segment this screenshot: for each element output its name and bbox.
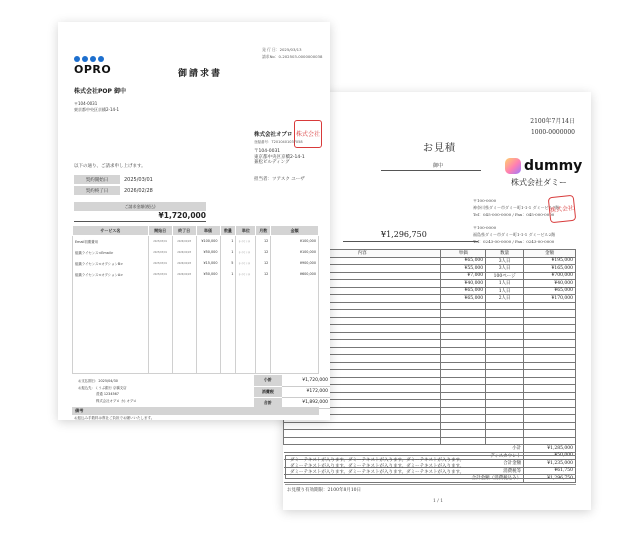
contract-end-label: 契約終了日 [74, 185, 120, 195]
quote-cell-empty [486, 437, 524, 445]
quote-cell-empty [441, 302, 486, 310]
contract-start-value: 2025/03/01 [124, 176, 153, 183]
quote-cell-empty [441, 415, 486, 423]
invoice-header-price: 単価 [196, 226, 220, 236]
quote-cell-empty [524, 422, 576, 430]
quote-cell-empty [441, 332, 486, 340]
invoice-cell-service: 組織ライセンス<Email> [73, 247, 149, 258]
invoice-cell-months: 12 [256, 236, 271, 247]
invoice-document [58, 22, 330, 420]
quote-sender-block [473, 197, 559, 218]
invoice-customer: 株式会社POP 御中 [74, 88, 126, 95]
quote-cell-empty [486, 332, 524, 340]
invoice-table-header [73, 226, 319, 236]
quote-remark-line: ダミーテキストが入ります。ダミーテキストが入ります。ダミーテキストが入ります。 [290, 470, 465, 475]
invoice-contact: 担当者：ツアスク ユーザ [254, 177, 305, 182]
invoice-header-service: サービス名 [73, 226, 149, 236]
quote-cell-empty [441, 400, 486, 408]
quote-cell-empty [441, 437, 486, 445]
invoice-sender-address [254, 149, 305, 166]
quote-company: 株式会社ダミー [511, 178, 567, 187]
quote-cell-amount: ¥65,000 [524, 287, 576, 295]
invoice-cell-unit: ライセンス [236, 269, 256, 280]
quote-cell-empty [524, 340, 576, 348]
quote-summary-value: ¥1,296,750 [524, 475, 576, 483]
invoice-total-amount: ¥1,720,000 [158, 211, 206, 220]
invoice-table-row [73, 258, 319, 269]
invoice-subtotal-label: 小計 [254, 375, 282, 386]
invoice-cell-start: 2025/03/01 [148, 258, 172, 269]
quote-summary-value: ¥50,000 [524, 452, 576, 460]
invoice-cell-empty [220, 280, 236, 374]
quote-cell-empty [486, 392, 524, 400]
invoice-address-line: 〒104-0031 [74, 101, 98, 106]
quote-summary-label: ディスカウント [284, 452, 524, 460]
quote-cell-amount: ¥165,000 [524, 265, 576, 273]
invoice-cell-months: 12 [256, 269, 271, 280]
contract-start-row [74, 175, 157, 185]
invoice-cell-empty [256, 280, 271, 374]
quote-table-empty-row [284, 430, 576, 438]
invoice-number: 請求No：0-202503-0000000038 [262, 54, 323, 59]
invoice-items-table [72, 225, 319, 374]
quote-page-number: 1 / 1 [433, 499, 444, 504]
quote-cell-qty: 3人日 [486, 265, 524, 273]
invoice-total-label: ご請求金額(税込) [74, 202, 206, 211]
invoice-cell-price: ¥50,000 [196, 269, 220, 280]
invoice-cell-empty [172, 280, 196, 374]
invoice-cell-qty: 1 [220, 236, 236, 247]
quote-cell-empty [441, 377, 486, 385]
invoice-cell-empty [148, 280, 172, 374]
quote-date-block [530, 116, 575, 138]
invoice-sender-registration: 登録番号：T2010401037058 [254, 140, 303, 144]
quote-recipient-suffix: 御中 [433, 163, 444, 169]
quote-number: 1000-0000000 [530, 129, 575, 136]
quote-title: お見積 [423, 143, 456, 154]
quote-cell-empty [524, 347, 576, 355]
invoice-cell-amount: ¥600,000 [271, 269, 319, 280]
quote-cell-price: ¥65,000 [441, 287, 486, 295]
quote-cell-qty: 3人日 [486, 257, 524, 265]
dummy-logo-icon [505, 158, 521, 174]
invoice-meta [262, 46, 322, 60]
invoice-table-row [73, 269, 319, 280]
quote-cell-price: ¥7,000 [441, 272, 486, 280]
quote-remark-line: ダミーテキストが入ります。ダミーテキストが入ります。ダミーテキストが入ります。 [290, 458, 465, 463]
invoice-payment-info [78, 378, 137, 404]
quote-cell-empty [524, 317, 576, 325]
invoice-cell-empty [236, 280, 256, 374]
quote-cell-qty: 2人日 [486, 295, 524, 303]
invoice-cell-amount: ¥100,000 [271, 247, 319, 258]
invoice-cell-empty [73, 280, 149, 374]
quote-cell-empty [441, 310, 486, 318]
quote-cell-empty [284, 437, 441, 445]
quote-header-amount: 金額 [524, 250, 576, 258]
quote-total-amount: ¥1,296,750 [381, 230, 427, 239]
quote-header-item: 内容 [284, 250, 441, 258]
invoice-cell-service: Email初期費用 [73, 236, 149, 247]
quote-cell-empty [524, 415, 576, 423]
quote-summary-label: 小計 [284, 445, 524, 453]
invoice-tax-row [254, 386, 330, 397]
quote-summary-value: ¥1,285,000 [524, 445, 576, 453]
quote-sender-line: Tel：045-000-0000 / Fax：045-000-0000 [473, 212, 555, 217]
invoice-cell-unit: ライセンス [236, 236, 256, 247]
quote-total-underline [343, 241, 478, 242]
quote-cell-empty [486, 370, 524, 378]
invoice-header-amount: 金額 [271, 226, 319, 236]
invoice-table-row [73, 236, 319, 247]
quote-remark-line: ダミーテキストが入ります。ダミーテキストが入ります。ダミーテキストが入ります。 [290, 464, 465, 469]
quote-cell-empty [486, 355, 524, 363]
quote-cell-price: ¥65,000 [441, 295, 486, 303]
quote-cell-empty [524, 302, 576, 310]
invoice-cell-price: ¥15,000 [196, 258, 220, 269]
invoice-issue-date: 発 行 日：2025/03/13 [262, 47, 302, 52]
quote-valid-until: お見積り有効期限：2100年8月10日 [287, 488, 362, 493]
quote-header-qty: 数量 [486, 250, 524, 258]
quote-sender-line: 〒100-0000 [473, 198, 497, 203]
quote-cell-empty [486, 377, 524, 385]
invoice-cell-months: 12 [256, 247, 271, 258]
quote-cell-empty [524, 362, 576, 370]
quote-cell-price: ¥55,000 [441, 265, 486, 273]
quote-cell-qty: 1人日 [486, 280, 524, 288]
quote-cell-empty [441, 325, 486, 333]
quote-summary-value: ¥61,750 [524, 467, 576, 475]
invoice-cell-end: 2026/02/28 [172, 236, 196, 247]
contract-end-row [74, 185, 157, 195]
dummy-logo [505, 158, 582, 174]
quote-cell-empty [284, 422, 441, 430]
quote-cell-empty [441, 422, 486, 430]
quote-cell-empty [524, 400, 576, 408]
invoice-title: 御請求書 [178, 69, 223, 79]
invoice-cell-service: 組織ライセンス<オプションB> [73, 258, 149, 269]
invoice-subtotal-row [254, 375, 330, 386]
quote-cell-empty [486, 317, 524, 325]
invoice-bank-account: 普通 1234567 [96, 392, 119, 396]
invoice-cell-end: 2026/02/28 [172, 258, 196, 269]
quote-sender-line: 〒100-0000 [473, 225, 497, 230]
invoice-cell-start: 2025/03/01 [148, 236, 172, 247]
invoice-intro: 以下の通り、ご請求申し上げます。 [74, 164, 146, 169]
invoice-tax-value: ¥172,000 [282, 386, 330, 397]
invoice-cell-service: 組織ライセンス<オプションA> [73, 269, 149, 280]
quote-cell-price: ¥65,000 [441, 257, 486, 265]
invoice-cell-price: ¥100,000 [196, 236, 220, 247]
opro-logo [74, 56, 111, 76]
quote-summary-label: 合計金額 [284, 460, 524, 468]
invoice-cell-qty: 1 [220, 269, 236, 280]
quote-valid-divider [285, 484, 576, 485]
quote-cell-empty [441, 407, 486, 415]
quote-cell-empty [441, 385, 486, 393]
quote-cell-empty [486, 310, 524, 318]
quote-cell-qty: 1人日 [486, 287, 524, 295]
invoice-cell-unit: ライセンス [236, 247, 256, 258]
quote-cell-empty [441, 347, 486, 355]
quote-cell-qty: 100ページ [486, 272, 524, 280]
opro-logo-text: OPRO [74, 63, 112, 76]
quote-cell-empty [441, 430, 486, 438]
invoice-cell-empty [271, 280, 319, 374]
invoice-header-start: 開始日 [148, 226, 172, 236]
quote-cell-empty [524, 310, 576, 318]
quote-cell-empty [524, 370, 576, 378]
invoice-sender-name: 株式会社オプロ [254, 132, 293, 138]
invoice-cell-price: ¥50,000 [196, 247, 220, 258]
quote-cell-empty [441, 340, 486, 348]
quote-cell-price: ¥40,000 [441, 280, 486, 288]
quote-cell-empty [486, 325, 524, 333]
quote-date: 2100年7月14日 [530, 118, 575, 125]
quote-cell-empty [486, 400, 524, 408]
quote-summary-label: 消費税等 [284, 467, 524, 475]
invoice-company-seal: 株式会社 [294, 120, 322, 148]
invoice-header-end: 終了日 [172, 226, 196, 236]
quote-sender-line: 福島県ダミー市ダミー町1-1-1 ダミービル2階 [473, 232, 556, 237]
invoice-remarks-text: お振込み手数料は貴社ご負担でお願いいたします。 [74, 416, 155, 420]
invoice-customer-address [74, 101, 119, 113]
invoice-cell-unit: ライセンス [236, 258, 256, 269]
quote-cell-empty [524, 325, 576, 333]
invoice-bank-holder: 株式会社オプロ カ) オプロ [96, 398, 137, 403]
invoice-address-line: 東京都中央区京橋2-14-1 [74, 107, 120, 112]
invoice-cell-amount: ¥100,000 [271, 236, 319, 247]
quote-summary-value: ¥1,235,000 [524, 460, 576, 468]
quote-cell-empty [524, 392, 576, 400]
invoice-cell-months: 12 [256, 258, 271, 269]
quote-cell-amount: ¥195,000 [524, 257, 576, 265]
quote-cell-empty [441, 370, 486, 378]
quote-cell-empty [441, 392, 486, 400]
quote-sender-block-2 [473, 224, 555, 245]
invoice-sender-address-line: 東京都中央区京橋2-14-1 [254, 154, 305, 160]
invoice-cell-qty: 5 [220, 258, 236, 269]
quote-cell-empty [441, 317, 486, 325]
invoice-payment-due: お支払期日：2025/04/30 [78, 379, 118, 383]
invoice-cell-end: 2026/02/28 [172, 247, 196, 258]
quote-remarks [285, 455, 576, 479]
invoice-remarks-title: 備考 [72, 407, 319, 415]
quote-cell-empty [524, 385, 576, 393]
contract-start-label: 契約開始日 [74, 175, 120, 185]
invoice-cell-qty: 1 [220, 247, 236, 258]
invoice-contract-dates [74, 175, 157, 195]
quote-header-price: 単価 [441, 250, 486, 258]
invoice-tax-label: 消費税 [254, 386, 282, 397]
quote-cell-empty [524, 437, 576, 445]
invoice-table-empty-area [73, 280, 319, 374]
quote-cell-empty [486, 430, 524, 438]
quote-sender-line: Tel：0243-00-0000 / Fax：0243-00-0000 [473, 239, 555, 244]
invoice-sender-address-line: 兼松ビルディング [254, 160, 290, 165]
quote-cell-amount: ¥700,000 [524, 272, 576, 280]
quote-cell-empty [486, 347, 524, 355]
invoice-total-underline [74, 221, 206, 222]
quote-summary-row [284, 445, 576, 453]
invoice-header-months: 月数 [256, 226, 271, 236]
invoice-subtotal-value: ¥1,720,000 [282, 375, 330, 386]
opro-logo-icon [74, 56, 111, 62]
quote-company-seal: 株式会社 [548, 195, 577, 224]
quote-cell-empty [486, 415, 524, 423]
quote-cell-empty [524, 407, 576, 415]
contract-end-value: 2026/02/28 [120, 185, 157, 195]
invoice-header-unit: 単位 [236, 226, 256, 236]
invoice-cell-start: 2025/03/01 [148, 269, 172, 280]
quote-table-empty-row [284, 437, 576, 445]
quote-cell-empty [284, 430, 441, 438]
invoice-cell-amount: ¥900,000 [271, 258, 319, 269]
quote-cell-empty [486, 422, 524, 430]
invoice-bank-name: お振込先：くうぶ銀行 京橋支店 [78, 385, 127, 390]
quote-cell-empty [524, 355, 576, 363]
quote-cell-amount: ¥40,000 [524, 280, 576, 288]
invoice-cell-empty [196, 280, 220, 374]
invoice-grand-total-label: 合計 [254, 397, 282, 408]
quote-cell-empty [486, 407, 524, 415]
dummy-logo-text: dummy [524, 158, 583, 174]
invoice-cell-end: 2026/02/28 [172, 269, 196, 280]
quote-cell-empty [524, 430, 576, 438]
invoice-grand-total-value: ¥1,892,000 [282, 397, 330, 408]
quote-cell-empty [486, 385, 524, 393]
quote-table-empty-row [284, 422, 576, 430]
invoice-table-row [73, 247, 319, 258]
quote-cell-empty [441, 362, 486, 370]
quote-cell-empty [486, 340, 524, 348]
invoice-summary [254, 375, 330, 409]
quote-recipient-line [381, 170, 481, 171]
invoice-cell-start: 2025/03/01 [148, 247, 172, 258]
quote-sender-line: 神奈川県ダミー市ダミー町1-1-1 ダミービル7階 [473, 205, 560, 210]
quote-cell-empty [486, 362, 524, 370]
quote-cell-empty [524, 377, 576, 385]
invoice-header-qty: 数量 [220, 226, 236, 236]
invoice-sender-address-line: 〒104-0031 [254, 149, 281, 154]
quote-cell-empty [441, 355, 486, 363]
quote-cell-amount: ¥170,000 [524, 295, 576, 303]
quote-summary-label: 合計金額（消費税込み） [284, 475, 524, 483]
quote-cell-empty [524, 332, 576, 340]
quote-cell-empty [486, 302, 524, 310]
